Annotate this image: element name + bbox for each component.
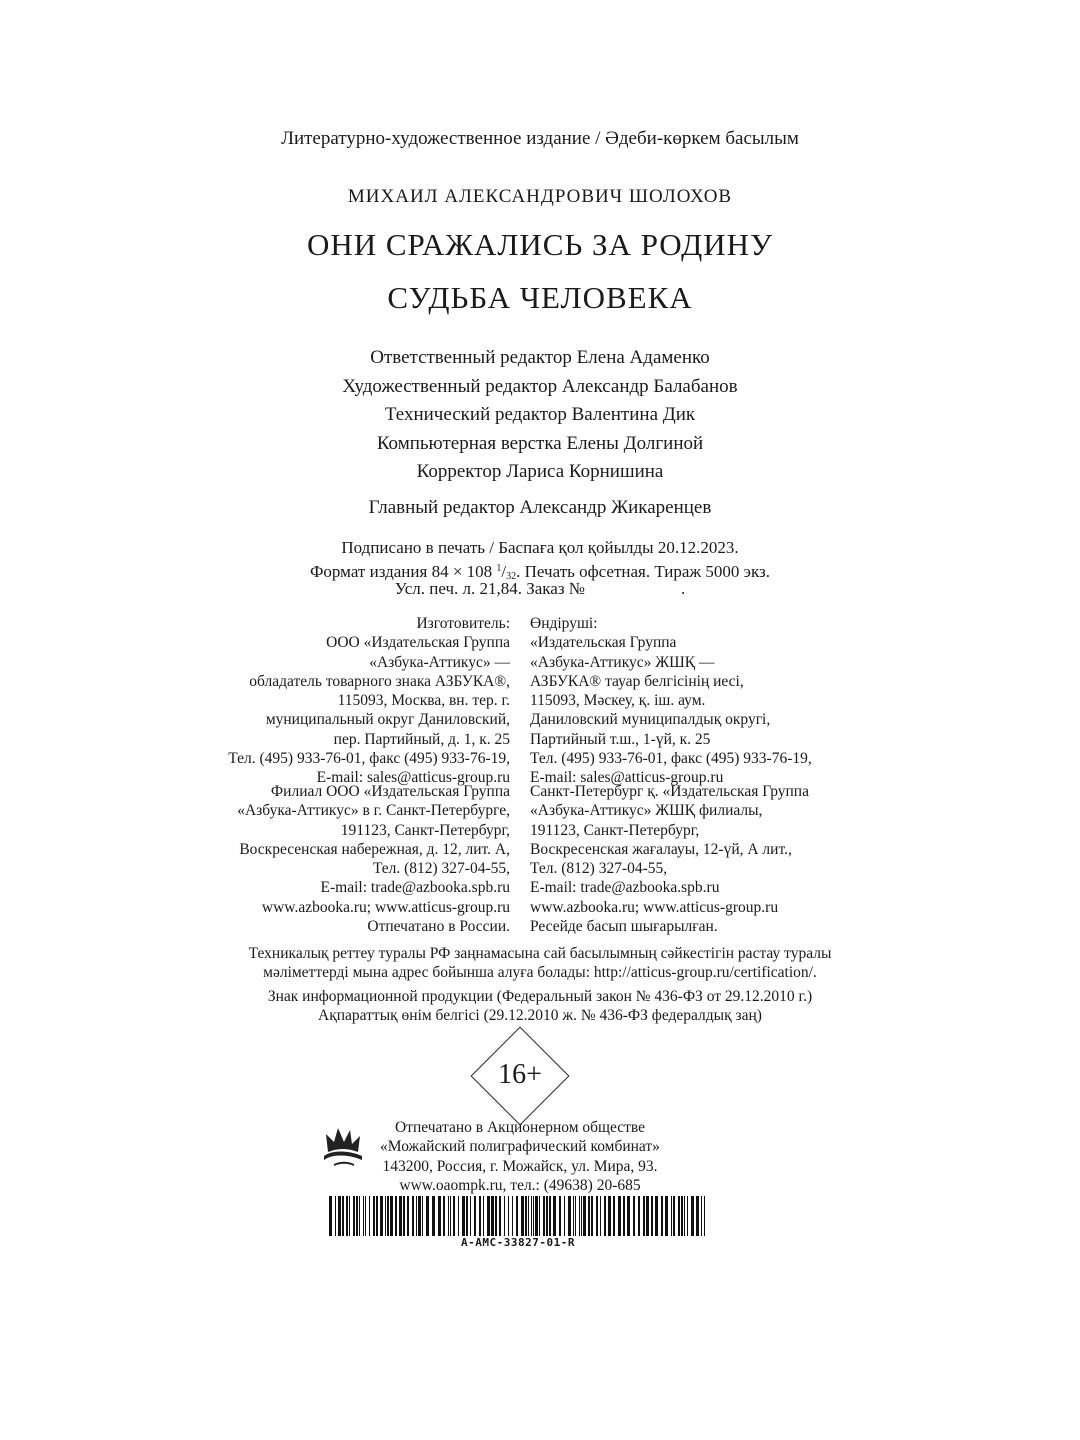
barcode-bar (691, 1196, 694, 1236)
barcode-bar (426, 1196, 429, 1236)
signed-line: Подписано в печать / Баспаға қол қойылды 20.12.2023. (341, 538, 739, 557)
branch-kz-line: Санкт-Петербург қ. «Издательская Группа (530, 783, 809, 800)
info-mark-note (0, 987, 1080, 1026)
barcode-bar (508, 1196, 509, 1236)
barcode-bar (581, 1196, 582, 1236)
barcode-bar (646, 1196, 649, 1236)
barcode-bar (588, 1196, 590, 1236)
printer-line: www.oaompk.ru, тел.: (49638) 20-685 (399, 1176, 641, 1194)
printer-line: 143200, Россия, г. Можайск, ул. Мира, 93. (382, 1157, 658, 1175)
web-kz-line: www.azbooka.ru; www.atticus-group.ru (530, 899, 779, 916)
format-prefix: Формат издания 84 × 108 (310, 561, 493, 581)
barcode-bar (376, 1196, 378, 1236)
author-name: МИХАИЛ АЛЕКСАНДРОВИЧ ШОЛОХОВ (347, 186, 733, 207)
manufacturer-ru-line: пер. Партийный, д. 1, к. 25 (333, 730, 510, 748)
barcode-bar (346, 1196, 348, 1236)
barcode-bar (687, 1196, 688, 1236)
printer-info (370, 1118, 670, 1195)
barcode-bar (600, 1196, 601, 1236)
barcode-bar (403, 1196, 405, 1236)
barcode-bar (443, 1196, 445, 1236)
barcode-bar (416, 1196, 417, 1236)
credit-line: Компьютерная верстка Елены Долгиной (376, 432, 704, 454)
certification-line: Техникалық реттеу туралы РФ заңнамасына сай басылымның сәйкестігін растау туралы (248, 945, 832, 962)
barcode-bar (390, 1196, 393, 1236)
barcode-bar (671, 1196, 672, 1236)
barcode-bar (349, 1196, 350, 1236)
web-kz (530, 898, 778, 937)
barcode-bar (665, 1196, 668, 1236)
credit-line: Технический редактор Валентина Дик (384, 404, 696, 425)
barcode-bar (474, 1196, 476, 1236)
format-denominator: 32 (506, 570, 517, 582)
barcode-bar (512, 1196, 513, 1236)
barcode-bar (432, 1196, 435, 1236)
barcode-bar (553, 1196, 556, 1236)
barcode-bar (533, 1196, 534, 1236)
branch-ru (237, 782, 510, 898)
manufacturer-ru-line: ООО «Издательская Группа (326, 634, 510, 652)
barcode-bar (701, 1196, 702, 1236)
barcode-bar (356, 1196, 358, 1236)
chief-editor: Главный редактор Александр Жикаренцев (368, 497, 712, 518)
barcode-bar (342, 1196, 344, 1236)
branch-ru-line: 191123, Санкт-Петербург, (340, 821, 510, 839)
barcode-bar (385, 1196, 386, 1236)
manufacturer-kz-line: Тел. (495) 933-76-01, факс (495) 933-76-19, (530, 750, 812, 768)
web-ru-line: www.azbooka.ru; www.atticus-group.ru (261, 899, 510, 916)
branch-kz-line: Тел. (812) 327-04-55, (530, 860, 668, 878)
barcode-bar (568, 1196, 571, 1236)
barcode-bar (633, 1196, 635, 1236)
barcode-code: A-AMC-33827-01-R (461, 1236, 575, 1249)
barcode-bar (516, 1196, 518, 1236)
credits-list (0, 344, 1080, 487)
barcode-bar (422, 1196, 423, 1236)
barcode-bar (627, 1196, 630, 1236)
barcode-bar (448, 1196, 449, 1236)
manufacturer-kz-line: АЗБУКА® тауар белгісінің иесі, (530, 672, 744, 690)
barcode-bar (462, 1196, 465, 1236)
barcode-bar (673, 1196, 675, 1236)
barcode-bar (365, 1196, 366, 1236)
barcode-bar (353, 1196, 355, 1236)
barcode-bar (684, 1196, 685, 1236)
barcode-bar (453, 1196, 455, 1236)
barcode-bar (399, 1196, 402, 1236)
barcode-bar (575, 1196, 576, 1236)
printer-logo-icon (318, 1120, 368, 1168)
format-numerator: 1 (496, 562, 502, 574)
barcode-bar (479, 1196, 481, 1236)
branch-kz-line: Воскресенская жағалауы, 12-үй, А лит., (530, 840, 792, 858)
branch-ru-line: Воскресенская набережная, д. 12, лит. А, (239, 840, 510, 858)
barcode-bar (549, 1196, 551, 1236)
barcode-bar (450, 1196, 451, 1236)
barcode-bar (608, 1196, 611, 1236)
barcode-bar (504, 1196, 505, 1236)
barcode-bar (591, 1196, 593, 1236)
branch-kz-line: E-mail: trade@azbooka.spb.ru (530, 879, 720, 897)
barcode-bar (487, 1196, 490, 1236)
certification-line: мәліметтерді мына адрес бойынша алуға болады: http://atticus-group.ru/certification/. (263, 964, 817, 982)
barcode-bar (623, 1196, 625, 1236)
barcode-bar (543, 1196, 545, 1236)
barcode-bar (638, 1196, 640, 1236)
barcode-bar (418, 1196, 421, 1236)
branch-kz (530, 782, 809, 898)
printer-line: «Можайский полиграфический комбинат» (380, 1138, 660, 1156)
barcode-bar (395, 1196, 397, 1236)
web-kz-line: Ресейде басып шығарылған. (530, 918, 718, 936)
manufacturer-kz-line: «Издательская Группа (530, 634, 677, 652)
manufacturer-ru-line: Тел. (495) 933-76-01, факс (495) 933-76-19, (228, 750, 510, 768)
barcode-bar (470, 1196, 471, 1236)
age-rating-text: 16+ (498, 1059, 542, 1090)
barcode-bar (369, 1196, 370, 1236)
web-ru-line: Отпечатано в России. (367, 918, 510, 936)
format-suffix: . Печать офсетная. Тираж 5000 экз. (516, 561, 770, 581)
barcode-bar (596, 1196, 598, 1236)
barcode-bar (483, 1196, 484, 1236)
barcode-bar (604, 1196, 606, 1236)
manufacturer-kz-line: Өндіруші: (530, 615, 598, 632)
barcode-bar (535, 1196, 538, 1236)
book-title-2: СУДЬБА ЧЕЛОВЕКА (387, 280, 693, 315)
branch-kz-line: 191123, Санкт-Петербург, (530, 821, 700, 839)
sheets-text: Усл. печ. л. 21,84. Заказ № (394, 579, 586, 598)
barcode-bar (539, 1196, 540, 1236)
barcode-bar (359, 1196, 360, 1236)
barcode-bar (531, 1196, 532, 1236)
manufacturer-kz-line: Партийный т.ш., 1-үй, к. 25 (530, 730, 711, 748)
branch-ru-line: Тел. (812) 327-04-55, (372, 860, 510, 878)
barcode-bar (335, 1196, 336, 1236)
barcode-bar (583, 1196, 586, 1236)
barcode-bar (329, 1196, 332, 1236)
barcode-bar (499, 1196, 501, 1236)
credit-line: Ответственный редактор Елена Адаменко (370, 347, 710, 368)
barcode (327, 1196, 709, 1236)
manufacturer-ru-line: «Азбука-Аттикус» — (369, 653, 510, 671)
barcode-bar (521, 1196, 524, 1236)
barcode-bar (696, 1196, 699, 1236)
barcode-bar (681, 1196, 683, 1236)
web-ru (262, 898, 510, 937)
info-mark-line: Знак информационной продукции (Федеральный закон № 436-ФЗ от 29.12.2010 г.) (267, 988, 813, 1005)
barcode-bar (643, 1196, 645, 1236)
barcode-bar (525, 1196, 527, 1236)
barcode-bar (491, 1196, 494, 1236)
credit-line: Корректор Лариса Корнишина (416, 461, 664, 482)
manufacturer-ru (228, 614, 510, 788)
barcode-bar (338, 1196, 341, 1236)
barcode-bar (613, 1196, 615, 1236)
sheets-line (0, 579, 1080, 600)
branch-ru-line: «Азбука-Аттикус» в г. Санкт-Петербурге, (237, 802, 510, 820)
barcode-bar (412, 1196, 414, 1236)
barcode-bar (373, 1196, 375, 1236)
certification-note (0, 944, 1080, 983)
branch-ru-line: Филиал ООО «Издательская Группа (270, 783, 510, 800)
info-mark-line: Ақпараттық өнім белгісі (29.12.2010 ж. № 436-ФЗ федералдық заң) (318, 1007, 762, 1025)
barcode-bar (387, 1196, 389, 1236)
print-info (0, 538, 1080, 600)
barcode-bar (704, 1196, 705, 1236)
manufacturer-kz-line: E-mail: sales@atticus-group.ru (530, 769, 724, 787)
barcode-bar (559, 1196, 561, 1236)
manufacturer-ru-line: 115093, Москва, вн. тер. г. (337, 692, 510, 710)
book-title-1: ОНИ СРАЖАЛИСЬ ЗА РОДИНУ (306, 227, 774, 262)
barcode-bar (655, 1196, 658, 1236)
barcode-bar (495, 1196, 497, 1236)
barcode-bar (678, 1196, 680, 1236)
barcode-bar (528, 1196, 529, 1236)
manufacturer-kz-line: 115093, Мәскеу, қ. іш. аум. (530, 692, 706, 710)
barcode-bar (363, 1196, 364, 1236)
format-line: Формат издания 84 × 108 $^1/_{32}$. Печать офсетная. Тираж 5000 экз. (310, 561, 770, 582)
branch-kz-line: «Азбука-Аттикус» ЖШҚ филиалы, (530, 802, 763, 820)
credit-line: Художественный редактор Александр Балабанов (342, 375, 738, 397)
barcode-bar (458, 1196, 459, 1236)
genre-line: Литературно-художественное издание / Әдеби-көркем басылым (281, 128, 799, 149)
sheets-end: . (681, 579, 686, 598)
barcode-bar (651, 1196, 653, 1236)
age-rating-badge (470, 1026, 570, 1126)
barcode-bar (546, 1196, 548, 1236)
manufacturer-kz (530, 614, 812, 788)
manufacturer-kz-line: «Азбука-Аттикус» ЖШҚ — (530, 653, 715, 671)
barcode-bar (466, 1196, 468, 1236)
barcode-bar (661, 1196, 663, 1236)
barcode-bar (573, 1196, 574, 1236)
printer-line: Отпечатано в Акционерном обществе (394, 1119, 645, 1136)
manufacturer-ru-line: E-mail: sales@atticus-group.ru (316, 769, 510, 787)
barcode-bar (564, 1196, 565, 1236)
barcode-bar (380, 1196, 383, 1236)
barcode-bar (618, 1196, 621, 1236)
barcode-bar (407, 1196, 409, 1236)
barcode-bar (438, 1196, 441, 1236)
manufacturer-ru-line: Изготовитель: (416, 615, 510, 632)
manufacturer-ru-line: муниципальный округ Даниловский, (265, 711, 510, 729)
manufacturer-ru-line: обладатель товарного знака АЗБУКА®, (249, 672, 510, 690)
manufacturer-kz-line: Даниловский муниципалдық округі, (530, 711, 771, 729)
branch-ru-line: E-mail: trade@azbooka.spb.ru (320, 879, 510, 897)
barcode-bar (579, 1196, 580, 1236)
